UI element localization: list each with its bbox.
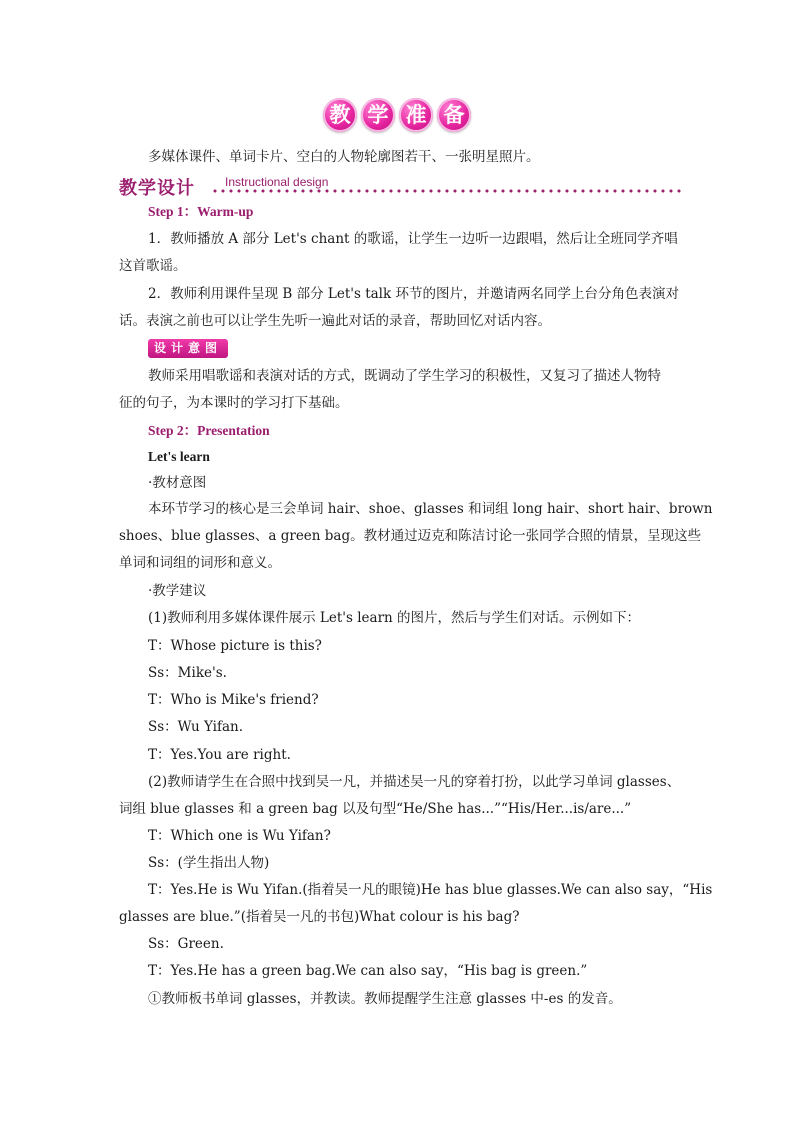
design-intent-line2: 征的句子，为本课时的学习打下基础。 [119,395,349,411]
design-intent-tag: 设计意图 [148,339,228,358]
dialogue-line: T：Who is Mike's friend? [148,692,319,708]
suggestion-label: ·教学建议 [148,583,207,599]
dialogue-line: glasses are blue.”(指着吴一凡的书包)What colour is his bag? [119,909,520,925]
suggestion1-intro: (1)教师利用多媒体课件展示 Let's learn 的图片，然后与学生们对话。示例如下： [148,610,641,626]
step1-p2-line2: 话。表演之前也可以让学生先听一遍此对话的录音，帮助回忆对话内容。 [119,313,551,329]
dialogue-line: Ss：Mike's. [148,665,227,681]
textbook-intent-line3: 单词和词组的词形和意义。 [119,555,281,571]
step2-label: Step 2：Presentation [148,423,270,438]
dialogue-line: T：Which one is Wu Yifan? [148,828,331,844]
materials-text: 多媒体课件、单词卡片、空白的人物轮廓图若干、一张明星照片。 [148,149,540,165]
step1-label: Step 1：Warm-up [148,204,254,219]
dialogue-line: T：Yes.He is Wu Yifan.(指着吴一凡的眼镜)He has blue glasses.We can also say，“His [148,882,713,898]
title-char-3: 准 [399,98,433,132]
textbook-intent-label: ·教材意图 [148,475,207,491]
step2-sub-heading: Let's learn [148,449,210,464]
title-char-4: 备 [437,98,471,132]
page-title [0,98,794,132]
dialogue-line: T：Yes.You are right. [148,747,291,763]
dialogue-line: T：Whose picture is this? [148,638,322,654]
step1-p1-line1: 1．教师播放 A 部分 Let's chant 的歌谣，让学生一边听一边跟唱，然后让全班同学齐唱 [148,231,678,247]
design-intent-line1: 教师采用唱歌谣和表演对话的方式，既调动了学生学习的积极性，又复习了描述人物特 [148,368,661,384]
dialogue-line: Ss：Green. [148,936,224,952]
section-heading-en: Instructional design [225,175,329,189]
note-1: ①教师板书单词 glasses，并教读。教师提醒学生注意 glasses 中-es 的发音。 [148,991,622,1007]
dialogue-line: T：Yes.He has a green bag.We can also say，“His bag is green.” [148,963,588,979]
dialogue-line: Ss：Wu Yifan. [148,719,244,735]
section-heading [119,172,684,198]
textbook-intent-line2: shoes、blue glasses、a green bag。教材通过迈克和陈洁讨论一张同学合照的情景，呈现这些 [119,528,702,544]
step1-p2-line1: 2．教师利用课件呈现 B 部分 Let's talk 环节的图片，并邀请两名同学上台分角色表演对 [148,286,679,302]
title-char-2: 学 [361,98,395,132]
dotted-rule [211,189,684,193]
suggestion2-line2: 词组 blue glasses 和 a green bag 以及句型“He/She has...”“His/Her...is/are...” [119,801,632,817]
step1-p1-line2: 这首歌谣。 [119,258,187,274]
suggestion2-line1: (2)教师请学生在合照中找到吴一凡，并描述吴一凡的穿着打扮，以此学习单词 glasses、 [148,774,681,790]
dialogue-line: Ss：(学生指出人物) [148,855,270,871]
title-char-1: 教 [323,98,357,132]
textbook-intent-line1: 本环节学习的核心是三会单词 hair、shoe、glasses 和词组 long hair、short hair、brown [148,501,713,517]
section-heading-cn: 教学设计 [119,178,195,199]
